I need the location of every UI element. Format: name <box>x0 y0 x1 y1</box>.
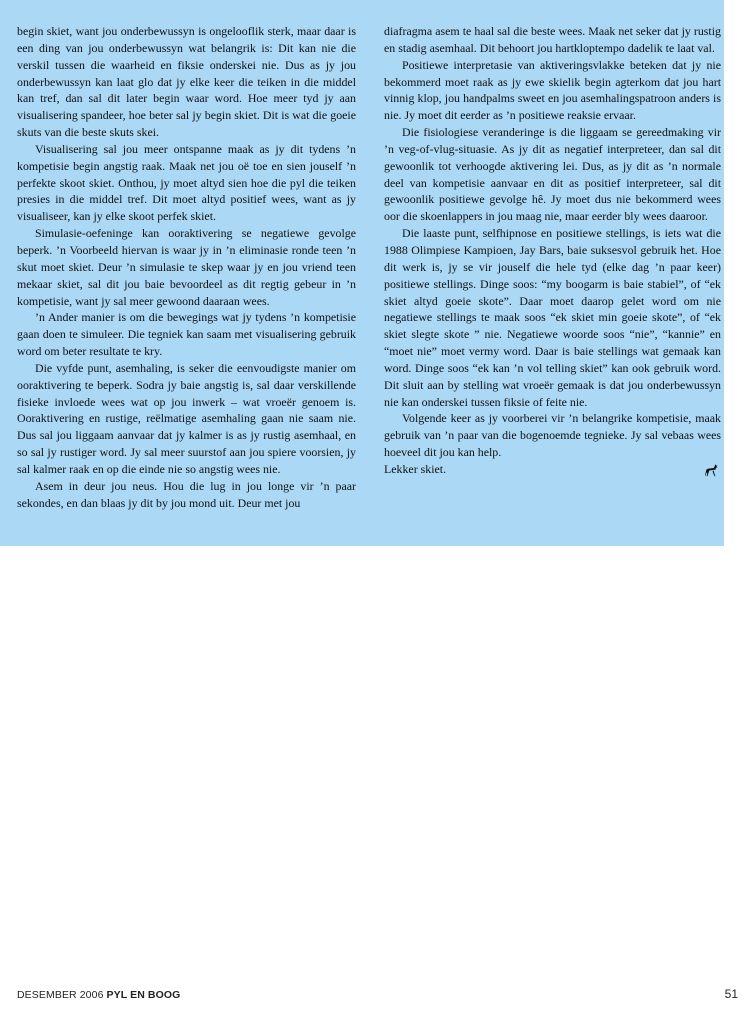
left-paragraph-5: Die vyfde punt, asemhaling, is seker die eenvoudigste manier om ooraktivering te beperk. Sodra jy baie angstig is, sal daar verskillende fisieke invloede wees wat op jou inwerk – wat vroeër genoem is. Ooraktivering en rustige, reëlmatige asemhaling gaan nie saam nie. Dus sal jou liggaam aanvaar dat jy kalmer is as jy rustig asemhaal, en so sal jy rustiger word. Jy sal meer suurstof aan jou spiere voorsien, jy sal kalmer raak en op die einde nie so angstig wees nie. <box>17 360 356 476</box>
right-paragraph-1: diafragma asem te haal sal die beste wees. Maak net seker dat jy rustig en stadig asemhaal. Dit behoort jou hartkloptempo dadelik te laat val. <box>384 24 721 55</box>
right-paragraph-4: Die laaste punt, selfhipnose en positiewe stellings, is iets wat die 1988 Olimpiese Kampioen, Jay Bars, baie suksesvol gebruik het. Hoe dit werk is, jy se vir jouself die hele tyd (elke dag ’n paar keer) positiewe stellings. Dinge soos: “my boogarm is baie stabiel”, of “ek skiet altyd goeie skote”. Daar moet daarop gelet word om nie negatiewe stellings te maak soos “ek skiet min goeie skote”, of “ek skiet slegte skote ” nie. Negatiewe woorde soos “nie”, “kannie” en “moet nie” moet vermy word. Daar is baie stellings wat gemaak kan word. Dinge soos “ek kan ’n vol telling skiet” kan ook gebruik word. Dit sluit aan by stelling wat vroeër gemaak is dat jou onderbewussyn nie kan onderskei tussen fiksie of feite nie. <box>384 226 721 409</box>
footer-magazine-name: PYL EN BOOG <box>106 989 181 1001</box>
right-paragraph-2: Positiewe interpretasie van aktiveringsvlakke beteken dat jy nie bekommerd moet raak as jy ewe skielik begin agterkom dat jou hart vinnig klop, jou handpalms sweet en jou asemhalingspatroon anders is nie. Jy moet dit eerder as ’n positiewe reaksie ervaar. <box>384 57 721 123</box>
left-column <box>17 23 356 511</box>
left-paragraph-2: Visualisering sal jou meer ontspanne maak as jy dit tydens ’n kompetisie begin angstig raak. Maak net jou oë toe en sien jouself ’n perfekte skoot skiet. Onthou, jy moet altyd sien hoe die pyl die teiken presies in die middel tref. Dit moet altyd positief wees, want as jy visualiseer, kan jy elke skoot perfek skiet. <box>17 141 356 224</box>
left-paragraph-1: begin skiet, want jou onderbewussyn is ongelooflik sterk, maar daar is een ding van jou onderbewussyn wat belangrik is: Dit kan nie die verskil tussen die waarheid en fiksie onderskei nie. Dus as jy jou onderbewussyn kan laat glo dat jy elke keer die teiken in die middel kan tref, dan sal dit later begin waar word. Hoe meer tyd jy aan visualisering spandeer, hoe beter sal jy begin skiet. Dit is wat die goeie skuts van die beste skuts skei. <box>17 24 356 140</box>
signoff-row <box>384 461 721 478</box>
right-column <box>384 23 721 478</box>
left-paragraph-6: Asem in deur jou neus. Hou die lug in jou longe vir ’n paar sekondes, en dan blaas jy dit by jou mond uit. Deur met jou <box>17 478 356 510</box>
left-paragraph-4: ’n Ander manier is om die bewegings wat jy tydens ’n kompetisie gaan doen te simuleer. Die tegniek kan saam met visualisering gebruik word om beter resultate te kry. <box>17 310 356 359</box>
deer-silhouette-icon <box>705 463 719 477</box>
right-paragraph-5: Volgende keer as jy voorberei vir ’n belangrike kompetisie, maak gebruik van ’n paar van die bogenoemde tegnieke. Jy sal vebaas wees hoeveel dit jou kan help. <box>384 411 721 460</box>
footer-issue-line <box>17 989 180 1001</box>
signoff-text: Lekker skiet. <box>384 461 447 476</box>
footer-issue-date: DESEMBER 2006 <box>17 989 104 1001</box>
page-number: 51 <box>724 987 738 1001</box>
right-paragraph-3: Die fisiologiese veranderinge is die liggaam se gereedmaking vir ’n veg-of-vlug-situasie. As jy dit as negatief interpreteer, dan sal dit gewoonlik tot verhoogde aktivering lei. Dus, as jy dit as ’n normale deel van kompetisie aanvaar en dit as positief interpreteer, sal dit gewoonlik positiewe gevolge hê. Jy moet dus nie bekommerd wees oor die skoenlappers in jou maag nie, maar eerder bly wees daaroor. <box>384 125 721 224</box>
left-paragraph-3: Simulasie-oefeninge kan ooraktivering se negatiewe gevolge beperk. ’n Voorbeeld hiervan is waar jy in ’n eliminasie ronde teen ’n skut moet skiet. Deur ’n simulasie te skep waar jy en jou vriend teen mekaar skiet, sal dit jou baie bevoordeel as dit regtig gebeur in ’n kompetisie, want jy sal meer gewoond daaraan wees. <box>17 226 356 308</box>
